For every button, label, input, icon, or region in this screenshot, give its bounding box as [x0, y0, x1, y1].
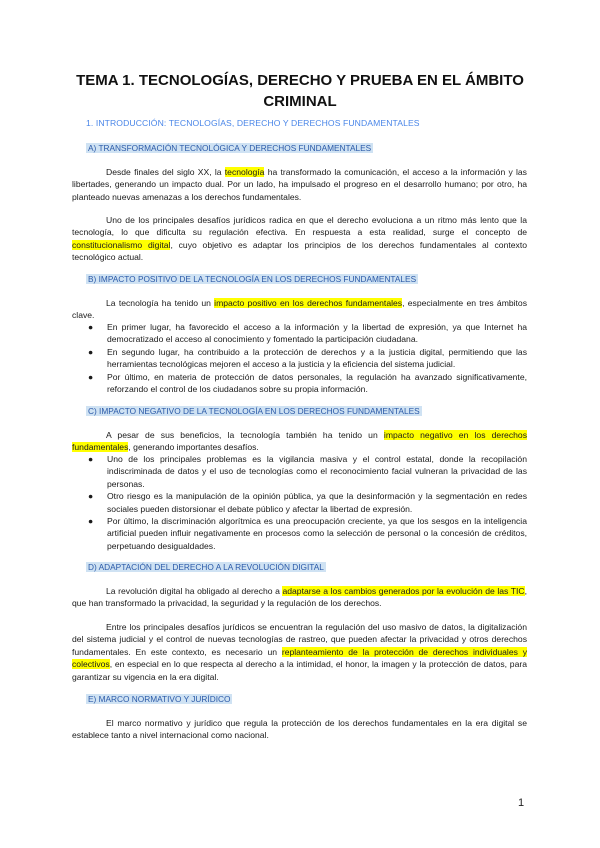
section-c-bullet-list: [72, 453, 527, 552]
list-item: ● En primer lugar, ha favorecido el acceso a la información y la libertad de expresión, ya que Internet ha democratizado el acceso al conocimiento y fomentado la participación ciudadana.: [88, 322, 527, 345]
highlight-impacto-positivo: impacto positivo en los derechos fundamentales: [214, 298, 403, 308]
section-b-heading: B) IMPACTO POSITIVO DE LA TECNOLOGÍA EN LOS DERECHOS FUNDAMENTALES: [88, 274, 417, 284]
list-item: ● Por último, en materia de protección de datos personales, la regulación ha avanzado significativamente, reforzando el control de los ciudadanos sobre su propia información.: [88, 371, 527, 395]
section-e-paragraph-1: El marco normativo y jurídico que regula la protección de los derechos fundamentales en la era digital se establece tanto a nivel internacional como nacional.: [72, 718, 527, 741]
highlight-constitucionalismo-digital: constitucionalismo digital: [72, 239, 171, 250]
highlight-replanteamiento: replanteamiento de la protección de derechos individuales y colectivos: [72, 646, 527, 670]
section-b-paragraph-1: La tecnología ha tenido un impacto positivo en los derechos fundamentales, especialmente en tres ámbitos clave.: [72, 298, 528, 321]
section-d-paragraph-1: La revolución digital ha obligado al derecho a adaptarse a los cambios generados por la evolución de las TIC, que han transformado la privacidad, la seguridad y la regulación de los derechos.: [72, 586, 527, 609]
section-c-heading: C) IMPACTO NEGATIVO DE LA TECNOLOGÍA EN LOS DERECHOS FUNDAMENTALES: [88, 406, 420, 416]
list-item: ● Uno de los principales problemas es la vigilancia masiva y el control estatal, donde la recopilación indiscriminada de datos y el uso de tecnologías como el reconocimiento facial vulneran la privacidad de las personas.: [88, 454, 527, 489]
section-d-paragraph-2: Entre los principales desafíos jurídicos se encuentran la regulación del uso masivo de datos, la digitalización del sistema judicial y el control de nuevas tecnologías de rastreo, que pueden afectar la privacidad y otros derechos fundamentales. En este contexto, es necesario un replanteamiento de la protección de derechos individuales y colectivos, en especial en lo que respecta al derecho a la intimidad, el honor, la imagen y la protección de datos, para garantizar su vigencia en la era digital.: [72, 622, 527, 682]
highlight-tecnologia: tecnología: [224, 167, 265, 177]
list-item: ● Otro riesgo es la manipulación de la opinión pública, ya que la desinformación y la segmentación en redes sociales pueden distorsionar el debate público y afectar la libertad de expresión.: [88, 491, 527, 514]
highlight-adaptarse-tic: adaptarse a los cambios generados por la evolución de las TIC: [282, 586, 525, 596]
section-e-heading: E) MARCO NORMATIVO Y JURÍDICO: [88, 694, 231, 704]
section-d-heading: D) ADAPTACIÓN DEL DERECHO A LA REVOLUCIÓN DIGITAL: [88, 562, 324, 572]
section-a-heading: A) TRANSFORMACIÓN TECNOLÓGICA Y DERECHOS FUNDAMENTALES: [88, 143, 372, 153]
section-a-paragraph-2: Uno de los principales desafíos jurídicos radica en que el derecho evoluciona a un ritmo más lento que la tecnología, lo que dificulta su regulación efectiva. En respuesta a esta realidad, surge el concepto de constitucionalismo digital, cuyo objetivo es adaptar los principios de los derechos fundamentales al contexto tecnológico actual.: [72, 215, 527, 263]
document-title: TEMA 1. TECNOLOGÍAS, DERECHO Y PRUEBA EN EL ÁMBITO CRIMINAL: [76, 72, 524, 110]
highlight-impacto-negativo: impacto negativo en los derechos fundamentales: [72, 430, 527, 453]
section-1-heading: 1. INTRODUCCIÓN: TECNOLOGÍAS, DERECHO Y DERECHOS FUNDAMENTALES: [86, 118, 420, 128]
page-number: 1: [518, 797, 525, 809]
section-b-bullet-list: [72, 321, 527, 395]
section-a-paragraph-1: Desde finales del siglo XX, la tecnología ha transformado la comunicación, el acceso a la información y las libertades, generando un impacto dual. Por un lado, ha impulsado el progreso en el desarrollo humano; por otro, ha planteado nuevas amenazas a los derechos fundamentales.: [72, 167, 527, 202]
section-c-paragraph-1: A pesar de sus beneficios, la tecnología también ha tenido un impacto negativo en los derechos fundamentales, generando importantes desafíos.: [72, 430, 527, 453]
list-item: ● En segundo lugar, ha contribuido a la protección de derechos y a la justicia digital, permitiendo que las herramientas tecnológicas mejoren el acceso a la justicia y la eficiencia del sistema judicial.: [88, 346, 527, 370]
list-item: ● Por último, la discriminación algorítmica es una preocupación creciente, ya que los sesgos en la inteligencia artificial pueden influir negativamente en procesos como la selección de personal o la concesión de créditos, perpetuando desigualdades.: [88, 516, 527, 551]
